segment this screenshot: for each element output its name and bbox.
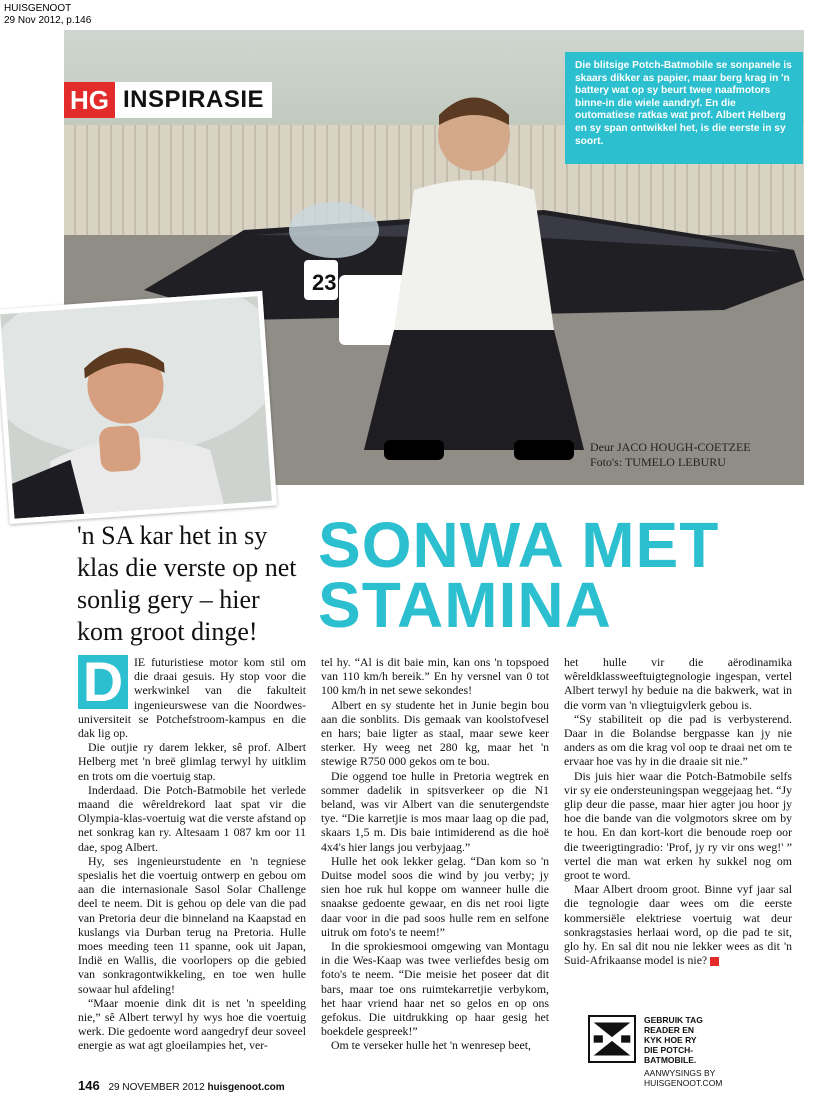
paragraph: In die sprokiesmooi omgewing van Montagu in die Wes-Kaap was twee verliefdes besig om foto's te neem. “Die meisie het poseer dat dit bars, maar toe ons ruimtekarretjie verbykom, het haar vriend haar net so gelos en op ons gefokus. Die uitdrukking op haar gesig het boekdele gespreek!”: [321, 939, 549, 1039]
end-mark-icon: [710, 957, 719, 966]
tag-line: DIE POTCH-: [644, 1045, 694, 1055]
article-column-2: [321, 655, 549, 1053]
paragraph: Die oggend toe hulle in Pretoria wegtrek en sommer dadelik in spitsverkeer op die N1 beland, was vir Albert van die senutergendste tye. “Die karretjie is mos maar laag op die pad, skaars 1,5 m. Dis baie intimiderend as die hoë 4x4's hier langs jou verbyjaag.”: [321, 768, 549, 854]
tag-line: READER EN: [644, 1025, 695, 1035]
paragraph: Die outjie ry darem lekker, sê prof. Albert Helberg met 'n breë glimlag terwyl hy uitklim en trots om die voertuig stap.: [78, 740, 306, 783]
dropcap: D: [78, 655, 128, 709]
paragraph-text: IE futuristiese motor kom stil om die draai gesuis. Hy stop voor die werkwinkel van die fakulteit ingenieurswese van die Noordwes-universiteit se Potchefstroom-kampus en die dak lig op.: [78, 655, 306, 741]
paragraph: Om te verseker hulle het 'n wenresep beet,: [331, 1038, 531, 1053]
paragraph: Hulle het ook lekker gelag. “Dan kom so 'n Duitse model soos die wind by jou verby; jy sien hoe ruk hul koppe om wanneer hulle die snaakse gedoente gewaar, en dis net rooi ligte daar voor in die pad soos hulle rem en selfone uitruk om foto's te neem!”: [321, 853, 549, 939]
article-column-3: [564, 655, 792, 967]
page-footer: [78, 1078, 285, 1093]
paragraph: [78, 650, 306, 741]
tag-reader-block: [588, 1015, 722, 1088]
source-publication: HUISGENOOT: [4, 3, 72, 14]
paragraph: “Maar moenie dink dit is net 'n speelding nie,” sê Albert terwyl hy wys hoe die voertuig werk. Die gedoente word aangedryf deur soveel energie as wat agt gloeilampies het, ver-: [78, 995, 306, 1053]
paragraph: Albert en sy studente het in Junie begin bou aan die sonblits. Dis gemaak van koolstofvesel en hars; baie ligter as staal, maar sewe keer sterker. Hy weeg net 280 kg, maar het 'n stewige R750 000 gekos om te bou.: [321, 697, 549, 769]
tag-reader-text: [644, 1015, 722, 1088]
paragraph: tel hy. “Al is dit baie min, kan ons 'n topspoed van 110 km/h bereik.” En hy versnel van 0 tot 100 km/h in net sewe sekondes!: [321, 655, 549, 698]
headline-line-1: SONWA MET: [318, 509, 720, 581]
paragraph: het hulle vir die aërodinamika wêreldklassweeftuigtegnologie ingespan, vertel Albert terwyl hy beduie na die bakwerk, wat in die vorm van 'n vliegtuigvlerk gebou is.: [564, 655, 792, 712]
source-date: 29 Nov 2012, p.146: [4, 15, 92, 26]
section-label: INSPIRASIE: [123, 86, 265, 113]
page-number: 146: [78, 1078, 100, 1093]
subtitle: 'n SA kar het in sy klas die verste op net sonlig gery – hier kom groot dinge!: [77, 521, 297, 646]
tag-line: AANWYSINGS BY: [644, 1068, 716, 1078]
paragraph: Hy, ses ingenieurstudente en 'n tegniese spesialis het die voertuig ontwerp en gebou om aan die internasionale Sasol Solar Challenge deel te neem. Dit is gehou op dele van die pad van Pretoria deur die binneland na Kaapstad en kuslangs via Durban terug na Pretoria. Hulle moes meeding teen 11 spanne, ook uit Japan, Indië en Wallis, die voorlopers op die gebied van sonkragontwikkeling, en toe wen hulle sowaar hul afdeling!: [78, 853, 306, 996]
paragraph: Inderdaad. Die Potch-Batmobile het verlede maand die wêreldrekord laat spat vir die Olympia-klas-voertuig wat die verste afstand op net sonkrag kan ry. Altesaam 1 087 km oor 11 dae, spog Albert.: [78, 782, 306, 854]
article-column-1: [78, 650, 306, 1053]
tag-line: BATMOBILE.: [644, 1055, 697, 1065]
photo-credit: Foto's: TUMELO LEBURU: [590, 455, 726, 469]
hg-logo: HG: [64, 82, 115, 118]
tag-code-icon[interactable]: [588, 1015, 636, 1063]
paragraph: [564, 882, 792, 967]
tag-line: GEBRUIK TAG: [644, 1015, 703, 1025]
tag-line: KYK HOE RY: [644, 1035, 697, 1045]
paragraph: “Sy stabiliteit op die pad is verbysterend. Daar in die Bolandse bergpasse kan jy nie anders as om die krag vol oop te draai net om te ervaar hoe vas hy in die draaie sit nie.”: [564, 711, 792, 769]
inset-photo: [0, 291, 277, 524]
paragraph-text: Maar Albert droom groot. Binne vyf jaar sal die tegnologie daar wees om die eerste kommersiële elektriese voertuig wat deur sonkragstasies herlaai word, op die pad te sit, glo hy. En sal dit nou nie lekker wees as dit 'n Suid-Afrikaanse model is nie?: [564, 882, 792, 968]
credits: [590, 440, 751, 470]
photo-caption: Die blitsige Potch-Batmobile se sonpanele is skaars dikker as papier, maar berg krag in 'n battery wat op sy beurt twee naafmotors binne-in die wiele aandryf. En die outomatiese ratkas wat prof. Albert Helberg en sy span ontwikkel het, is die eerste in sy soort.: [565, 52, 803, 164]
driver-in-car-illustration: [0, 296, 272, 518]
footer-date: 29 NOVEMBER 2012: [108, 1082, 205, 1093]
tag-link[interactable]: HUISGENOOT.COM: [644, 1078, 723, 1088]
man-figure: [354, 70, 594, 470]
headline-line-2: STAMINA: [318, 569, 612, 641]
headline: [318, 509, 720, 641]
author-credit: Deur JACO HOUGH-COETZEE: [590, 440, 751, 454]
footer-site: huisgenoot.com: [207, 1082, 285, 1093]
car-number: 23: [312, 270, 337, 295]
article-body: [78, 650, 806, 1065]
section-tag: [64, 82, 272, 118]
source-label: [4, 3, 91, 27]
paragraph: Dis juis hier waar die Potch-Batmobile selfs vir sy eie ondersteuningspan weggejaag het. “Jy glip deur die passe, maar hier agter jou hoor jy hoe die bande van die volgmotors skree om by te hou. En dan kort-kort die benoude roep oor die tweerigtingradio: 'Prof, jy ry vir ons weg!' ” vertel die man wat erken hy sukkel nog om groot te word.: [564, 768, 792, 883]
